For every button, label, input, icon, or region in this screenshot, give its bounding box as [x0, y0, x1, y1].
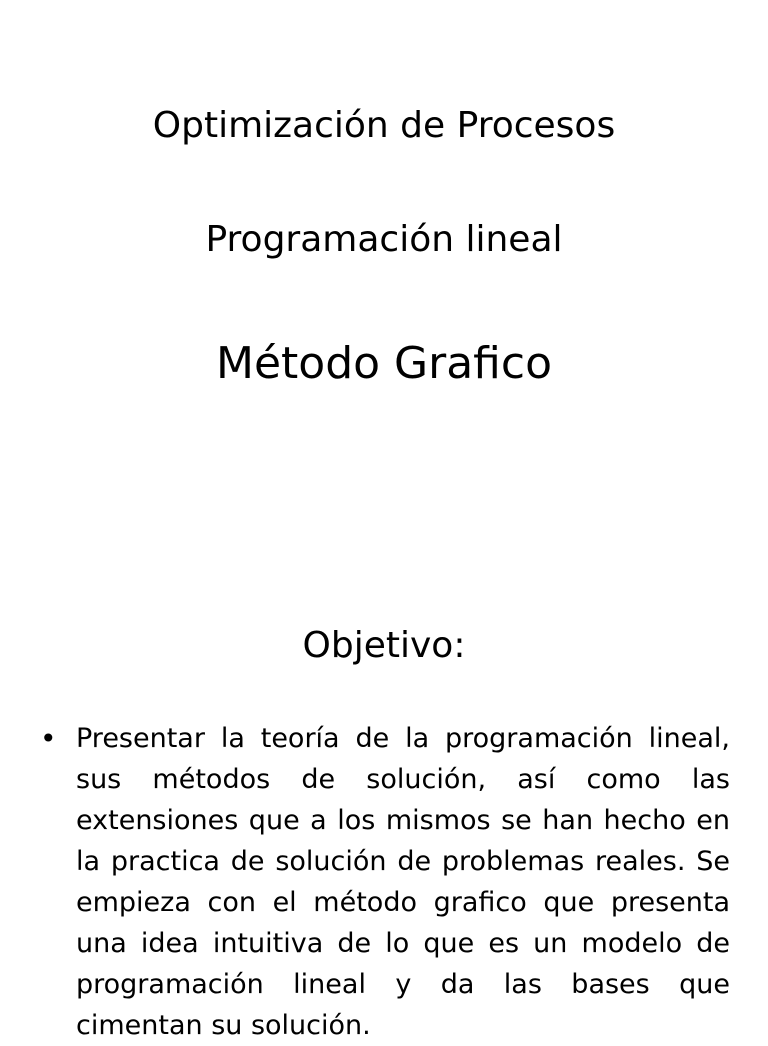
topic-title: Programación lineal [205, 219, 563, 260]
objective-bullet [40, 718, 730, 1046]
objective-slide [0, 560, 768, 1041]
method-title: Método Grafico [215, 338, 552, 389]
course-title: Optimización de Procesos [152, 105, 616, 146]
objective-text: Presentar la teoría de la programación lineal, sus métodos de solución, así como las extensiones que a los mismos se han hecho en la practica de solución de problemas reales. Se empieza con el método grafico que presenta una idea intuitiva de lo que es un modelo de programación lineal y da las bases que cimentan su solución. [76, 723, 730, 1041]
objective-heading: Objetivo: [302, 625, 466, 666]
bullet-marker: • [40, 722, 57, 755]
